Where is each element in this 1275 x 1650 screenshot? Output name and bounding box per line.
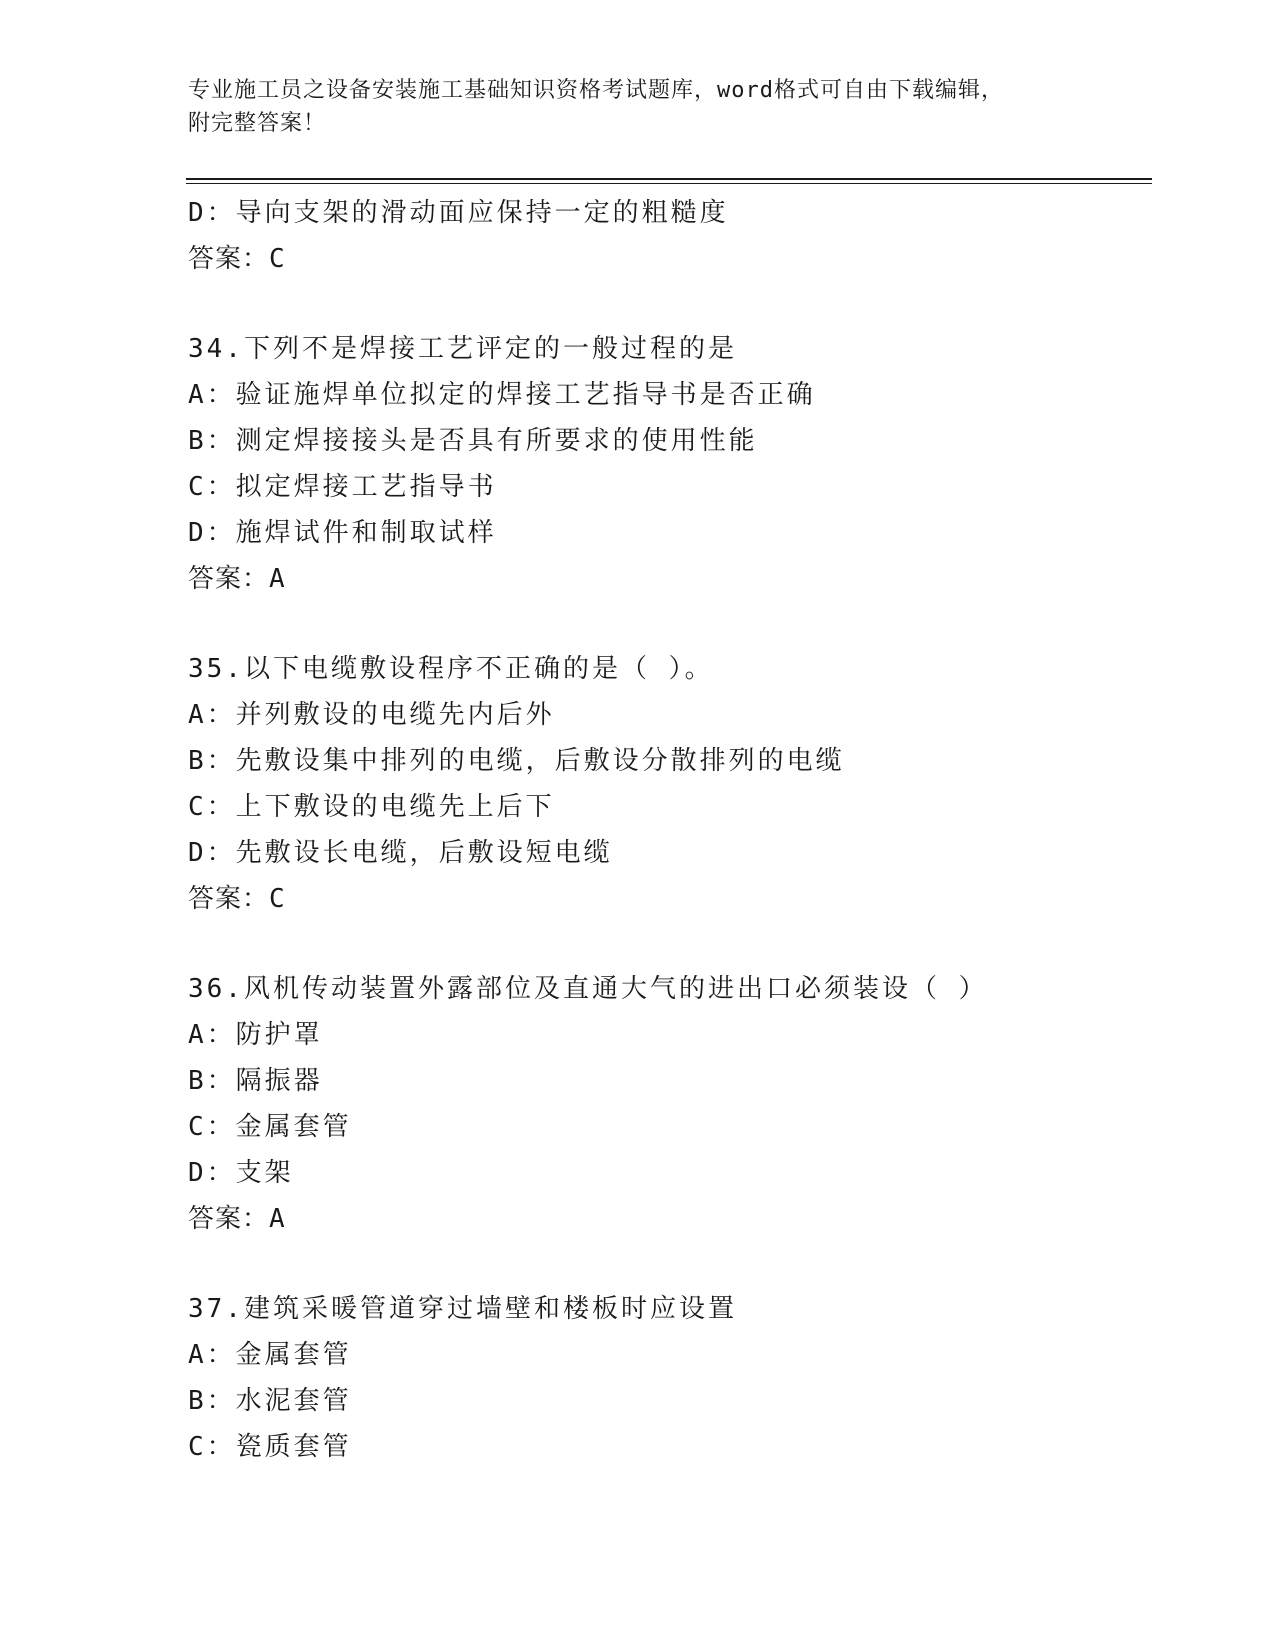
answer-line: [188, 556, 1148, 602]
option-b: B：先敷设集中排列的电缆，后敷设分散排列的电缆: [188, 746, 845, 776]
answer-label: 答案：: [188, 884, 270, 914]
option-b: B：水泥套管: [188, 1386, 352, 1416]
header-line-2: 附完整答案！: [188, 111, 327, 136]
answer-label: 答案：: [188, 564, 270, 594]
question-continued: [188, 190, 1148, 282]
option-c: C：金属套管: [188, 1112, 352, 1142]
question-stem: 36.风机传动装置外露部位及直通大气的进出口必须装设（ ）: [188, 974, 988, 1004]
question-stem: 35.以下电缆敷设程序不正确的是（ ）。: [188, 654, 714, 684]
option-c: C：拟定焊接工艺指导书: [188, 472, 497, 502]
question-35: [188, 646, 1148, 922]
header-line-1: 专业施工员之设备安装施工基础知识资格考试题库，word格式可自由下载编辑，: [188, 78, 1004, 103]
page-header: [188, 74, 1088, 140]
option-d: D：施焊试件和制取试样: [188, 518, 497, 548]
option-a: A：验证施焊单位拟定的焊接工艺指导书是否正确: [188, 380, 816, 410]
answer-value: C: [269, 884, 286, 914]
answer-label: 答案：: [188, 1204, 270, 1234]
option-a: A：防护罩: [188, 1020, 323, 1050]
answer-line: [188, 236, 1148, 282]
question-36: [188, 966, 1148, 1242]
answer-value: C: [269, 244, 286, 274]
answer-line: [188, 876, 1148, 922]
option-d: D：导向支架的滑动面应保持一定的粗糙度: [188, 198, 729, 228]
header-divider-thin: [186, 183, 1152, 184]
option-d: D：先敷设长电缆，后敷设短电缆: [188, 838, 613, 868]
option-a: A：并列敷设的电缆先内后外: [188, 700, 555, 730]
question-stem: 34.下列不是焊接工艺评定的一般过程的是: [188, 334, 737, 364]
option-c: C：上下敷设的电缆先上后下: [188, 792, 555, 822]
option-b: B：测定焊接接头是否具有所要求的使用性能: [188, 426, 758, 456]
answer-label: 答案：: [188, 244, 270, 274]
answer-value: A: [269, 1204, 286, 1234]
question-37: [188, 1286, 1148, 1470]
option-a: A：金属套管: [188, 1340, 352, 1370]
option-c: C：瓷质套管: [188, 1432, 352, 1462]
option-d: D：支架: [188, 1158, 294, 1188]
question-34: [188, 326, 1148, 602]
header-divider: [186, 178, 1152, 180]
question-stem: 37.建筑采暖管道穿过墙壁和楼板时应设置: [188, 1294, 737, 1324]
answer-value: A: [269, 564, 286, 594]
option-b: B：隔振器: [188, 1066, 323, 1096]
answer-line: [188, 1196, 1148, 1242]
question-list: [188, 190, 1148, 1470]
